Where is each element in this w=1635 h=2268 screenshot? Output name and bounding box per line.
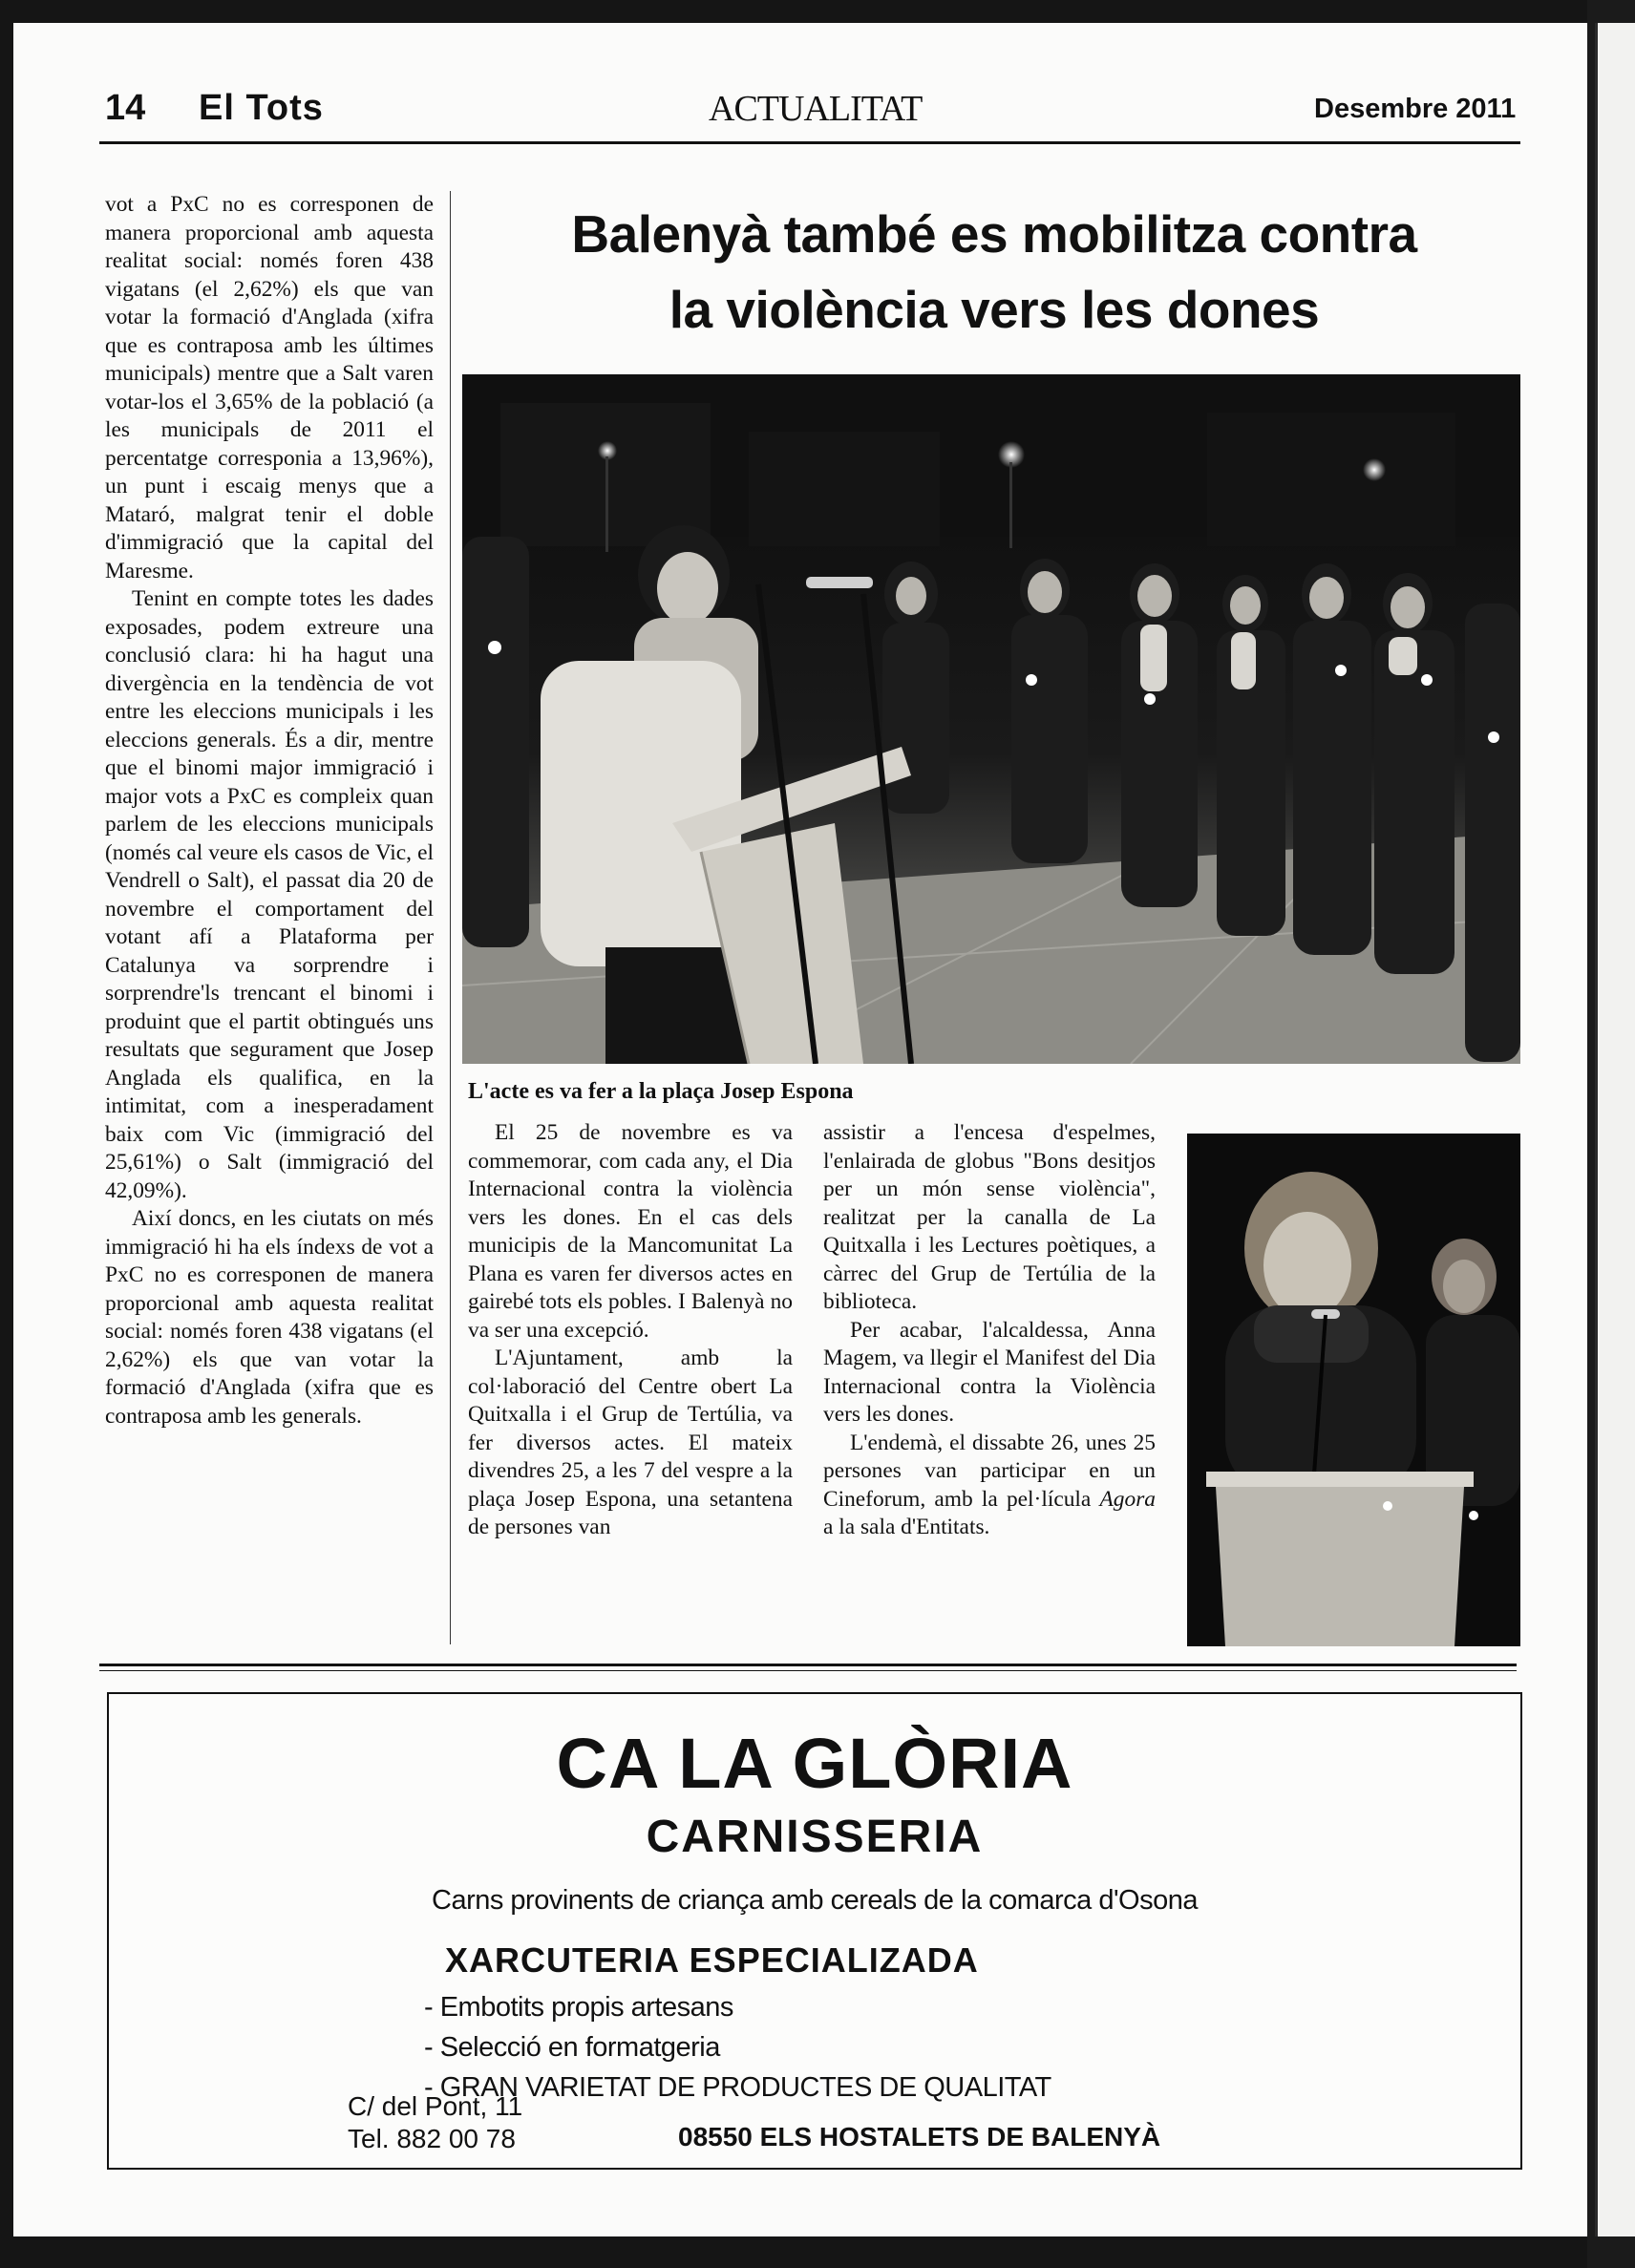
scan-border-bottom [0,2236,1635,2268]
paragraph-text: L'endemà, el dissabte 26, unes 25 persones van participar en un Cineforum, amb la pel·lícula [823,1430,1156,1512]
ad-address: C/ del Pont, 11 [348,2091,523,2121]
page-number: 14 [105,88,146,128]
section-title: ACTUALITAT [709,89,923,129]
publication-name: El Tots [199,88,324,128]
headline-line-1: Balenyà també es mobilitza contra [571,204,1417,264]
ad-business-name: CA LA GLÒRIA [556,1724,1073,1803]
ad-town: 08550 ELS HOSTALETS DE BALENYÀ [678,2122,1161,2151]
next-page-edge [1595,23,1635,2236]
left-article-column [105,191,434,1431]
header-rule [99,141,1520,144]
article-headline [468,197,1520,348]
ad-list-item: - Embotits propis artesans [424,1992,733,2023]
article-paragraph: El 25 de novembre es va commemorar, com cada any, el Dia Internacional contra la violència vers les dones. En el cas dels municipis de la Mancomunitat La Plana es varen fer diversos actes en gairebé tots els pobles. I Balenyà no va ser una excepció. [468,1120,793,1343]
ad-specialty: XARCUTERIA ESPECIALIZADA [445,1940,979,1980]
paragraph-text: a la sala d'Entitats. [823,1515,990,1539]
left-paragraph: Tenint en compte totes les dades exposades, podem extreure una conclusió clara: hi ha hagut una divergència en la tendència de vot entre les eleccions municipals i les eleccions generals. És a dir, mentre que el binomi major immigració i major vots a PxC es compleix quan parlem de les eleccions municipals (només cal veure els casos de Vic, el Vendrell o Salt), el passat dia 20 de novembre el comportament del votant afí a Plataforma per Catalunya va sorprendre i sorprendre'ls trencant el binomi i produint que el partit obtingués uns resultats que segurament que Josep Anglada els qualifica, en la intimitat, com a inesperadament baix com Vic (immigració del 25,61%) o Salt (immigració del 42,09%). [105,586,434,1203]
article-paragraph: assistir a l'encesa d'espelmes, l'enlairada de globus "Bons desitjos per un món sense violència", realitzat per la canalla de La Quitxalla i les Lectures poètiques, a càrrec del Grup de Tertúlia de la biblioteca. [823,1120,1156,1314]
advertisement-box [107,1692,1522,2170]
article-column-middle [468,1119,793,1542]
photo-caption: L'acte es va fer a la plaça Josep Espona [468,1079,854,1104]
ad-phone: Tel. 882 00 78 [348,2124,516,2153]
article-paragraph: Per acabar, l'alcaldessa, Anna Magem, va llegir el Manifest del Dia Internacional contra la Violència vers les dones. [823,1317,1156,1427]
ad-tagline: Carns provinents de criança amb cereals de la comarca d'Osona [432,1885,1198,1916]
ad-list-item: - Selecció en formatgeria [424,2032,720,2063]
section-separator [99,1664,1517,1666]
left-paragraph: Així doncs, en les ciutats on més immigració hi ha els índexs de vot a PxC no es corresponen de manera proporcional amb aquesta realitat social: només foren 438 vigatans (el 2,62%) els que van votar la formació d'Anglada (xifra que es contraposa amb les generals. [105,1206,434,1429]
scan-border-top [0,0,1635,23]
article-paragraph: L'Ajuntament, amb la col·laboració del Centre obert La Quitxalla i el Grup de Tertúlia, va fer diversos actes. El mateix divendres 25, a les 7 del vespre a la plaça Josep Espona, una setantena de persones van [468,1346,793,1539]
main-photo [462,374,1520,1064]
column-rule [450,191,451,1644]
speaker-photo-illustration [1187,1134,1520,1646]
scan-border-left [0,0,13,2268]
ad-list-item: - GRAN VARIETAT DE PRODUCTES DE QUALITAT [424,2072,1051,2103]
article-paragraph [823,1430,1156,1542]
issue-date: Desembre 2011 [1314,94,1517,124]
main-photo-illustration [462,374,1520,1064]
ad-business-type: CARNISSERIA [646,1812,984,1862]
article-column-right [823,1119,1156,1542]
section-separator-thin [99,1670,1517,1671]
headline-line-2: la violència vers les dones [669,280,1320,339]
film-title: Agora [1099,1486,1156,1512]
left-paragraph: vot a PxC no es corresponen de manera proporcional amb aquesta realitat social: només foren 438 vigatans (el 2,62%) els que van votar la formació d'Anglada (xifra que es contraposa amb les últimes municipals) mentre que a Salt varen votar-los el 3,65% de la població (a les municipals de 2011 el percentatge corresponia a 13,96%), un punt i escaig menys que a Mataró, malgrat tenir el doble d'immigració que la capital del Maresme. [105,192,434,583]
speaker-photo [1187,1134,1520,1646]
